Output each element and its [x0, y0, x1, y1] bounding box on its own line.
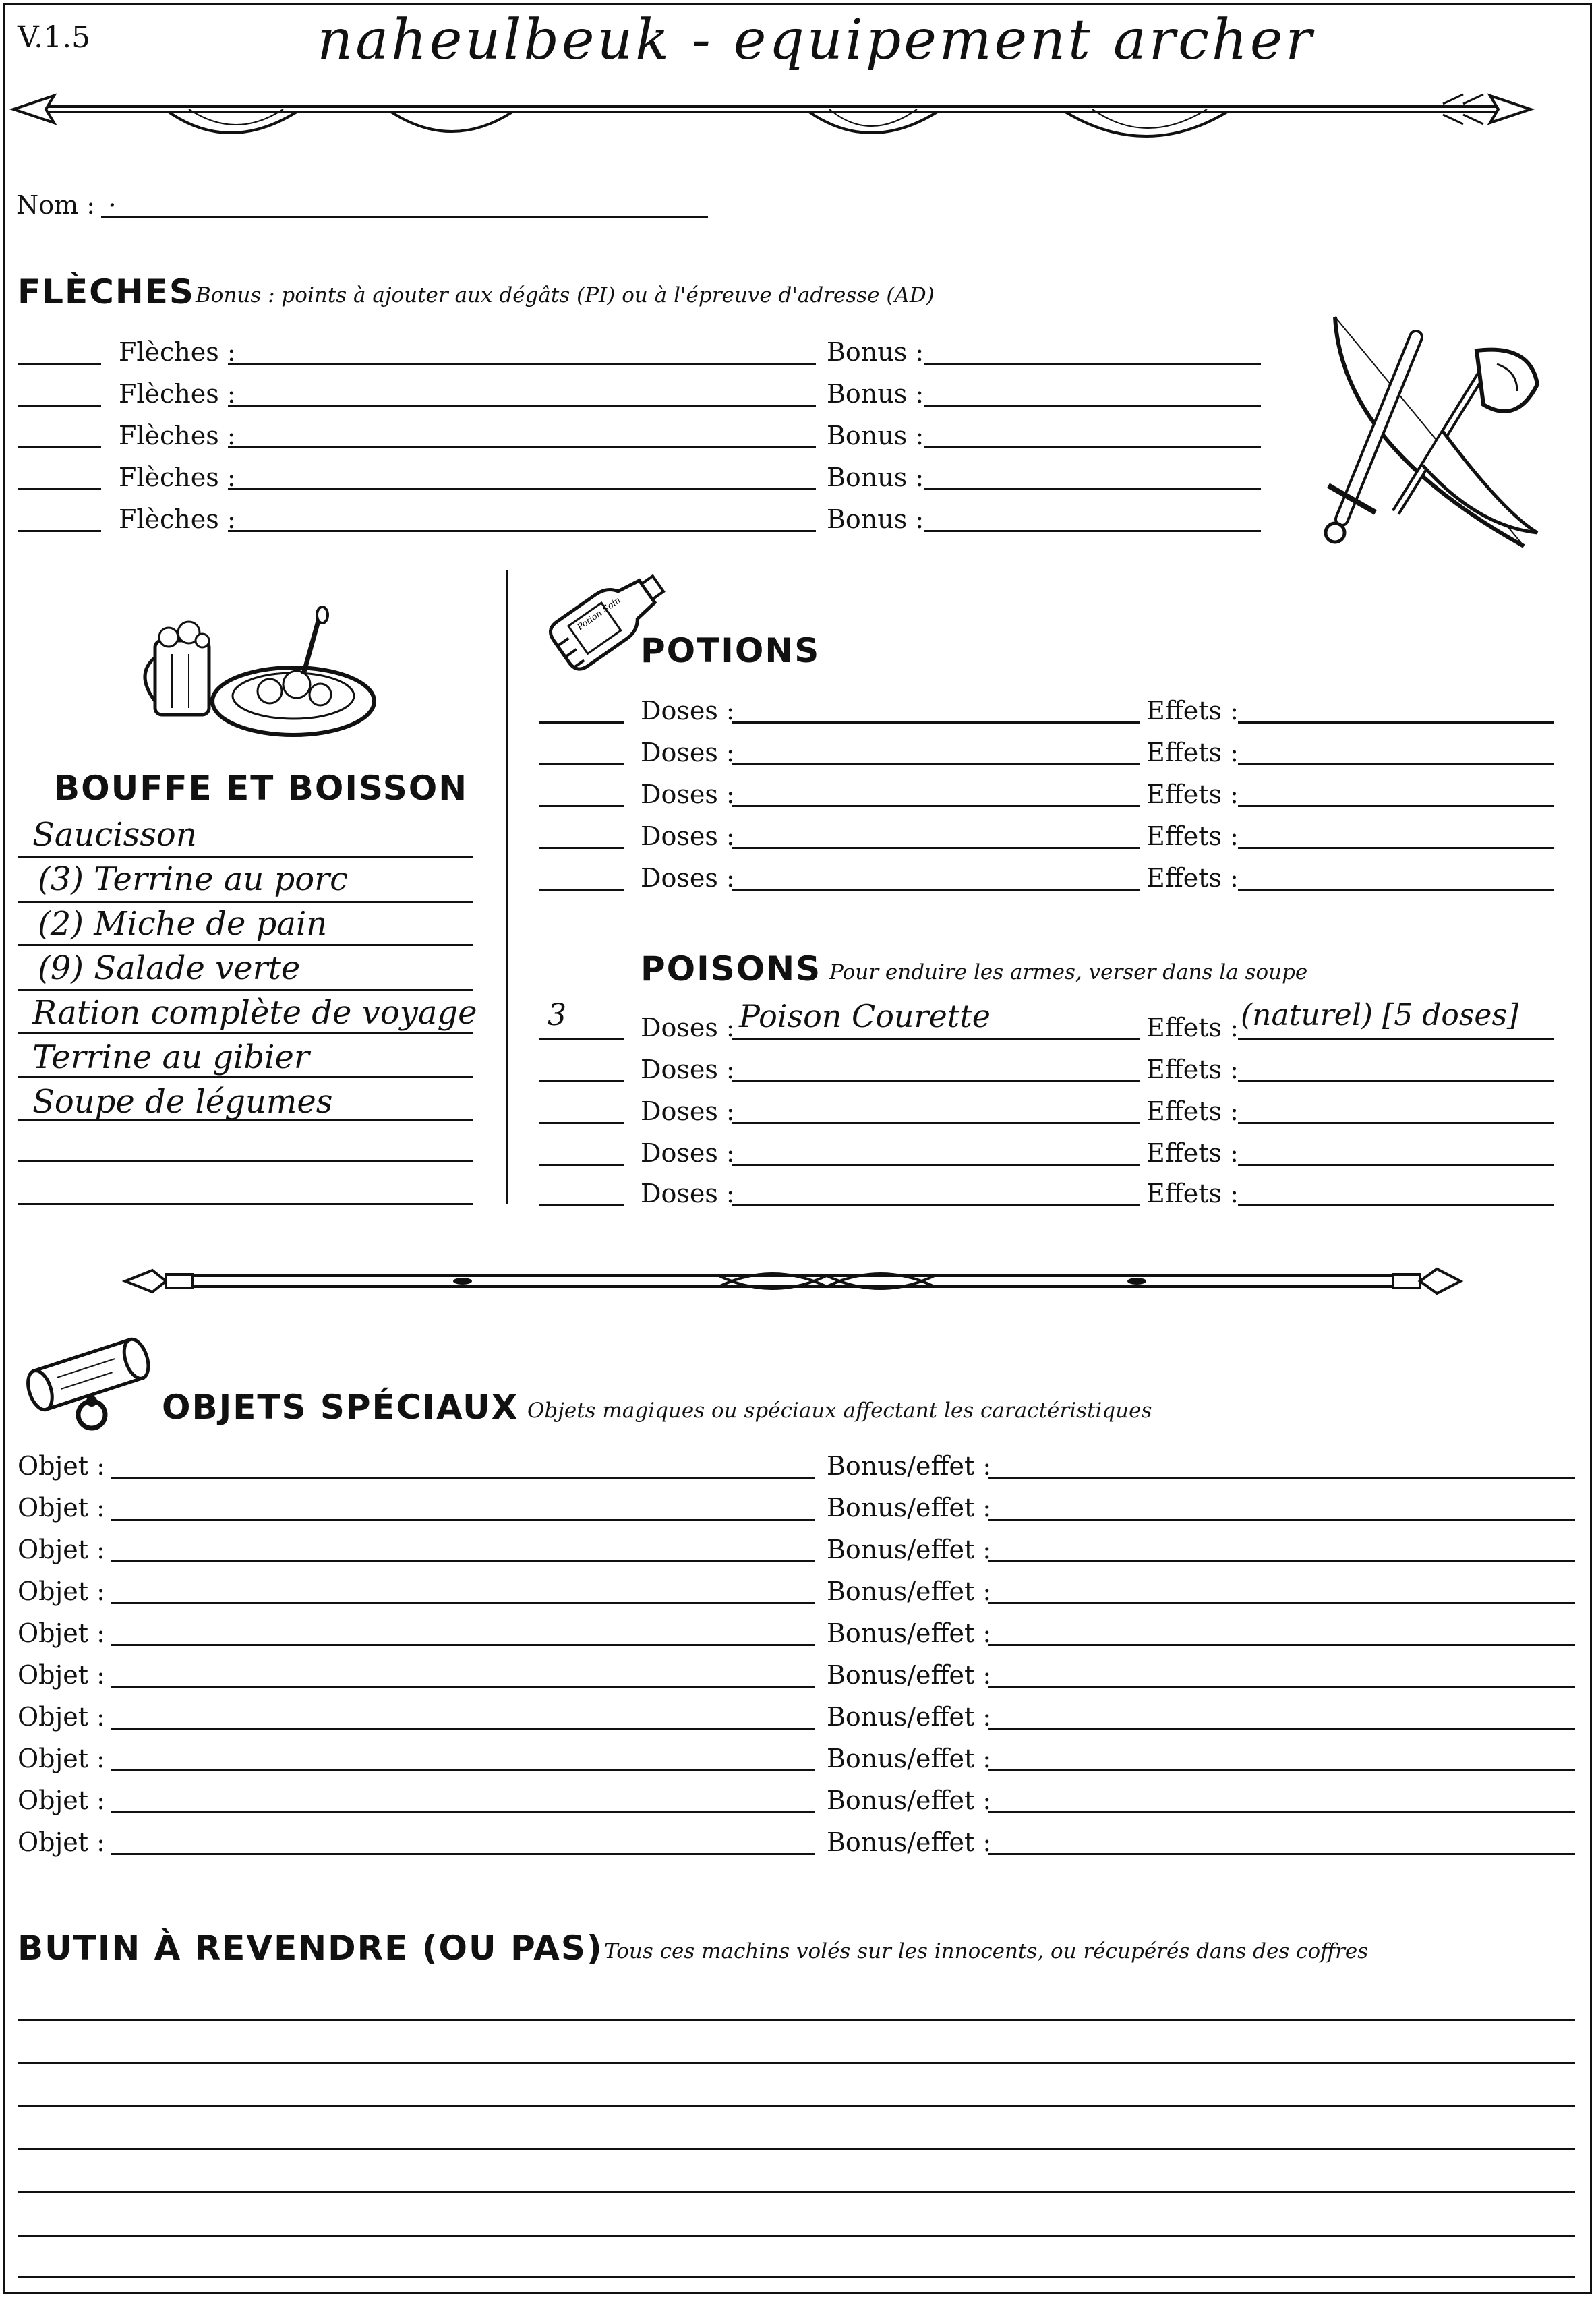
poison-doses-line[interactable] [732, 1204, 1140, 1206]
food-item-line [18, 1032, 473, 1034]
poisons-section-subtitle: Pour enduire les armes, verser dans la soupe [829, 960, 1308, 984]
potion-effects-label: Effets : [1146, 821, 1239, 851]
arrow-bonus-line[interactable] [924, 446, 1261, 448]
poison-effects-label: Effets : [1146, 1096, 1239, 1126]
potion-doses-line[interactable] [732, 805, 1140, 807]
special-item-bonus-line[interactable] [988, 1769, 1575, 1771]
special-item-bonus-line[interactable] [988, 1853, 1575, 1855]
weapons-icon [1315, 310, 1571, 553]
special-item-bonus-label: Bonus/effet : [827, 1660, 992, 1690]
food-item-text: Saucisson [32, 816, 197, 854]
poison-effects-label: Effets : [1146, 1013, 1239, 1042]
potion-qty-line[interactable] [539, 763, 624, 765]
special-item-bonus-label: Bonus/effet : [827, 1702, 992, 1732]
special-item-bonus-line[interactable] [988, 1602, 1575, 1604]
arrow-qty-line[interactable] [18, 405, 101, 407]
potions-section-title: POTIONS [641, 631, 821, 670]
loot-section-title: BUTIN À REVENDRE (OU PAS) [18, 1928, 603, 1968]
food-item-line [18, 989, 473, 991]
arrow-bonus-line[interactable] [924, 530, 1261, 532]
loot-section-subtitle: Tous ces machins volés sur les innocents, ou récupérés dans des coffres [604, 1939, 1369, 1964]
special-item-label: Objet : [18, 1535, 105, 1564]
food-item-line [18, 1119, 473, 1121]
special-item-line[interactable] [111, 1811, 815, 1813]
special-item-bonus-line[interactable] [988, 1811, 1575, 1813]
loot-line[interactable] [18, 2148, 1575, 2150]
poison-doses-label: Doses : [641, 1055, 735, 1084]
poison-qty-line[interactable] [539, 1038, 624, 1040]
special-item-line[interactable] [111, 1853, 815, 1855]
arrow-bonus-label: Bonus : [827, 463, 924, 492]
arrow-bonus-label: Bonus : [827, 421, 924, 450]
potion-effects-label: Effets : [1146, 779, 1239, 809]
special-item-line[interactable] [111, 1686, 815, 1688]
special-item-bonus-label: Bonus/effet : [827, 1786, 992, 1815]
potion-doses-line[interactable] [732, 763, 1140, 765]
food-item-text: (9) Salade verte [38, 949, 301, 987]
poison-qty-value: 3 [548, 998, 566, 1032]
arrow-label: Flèches : [119, 421, 236, 450]
poison-doses-label: Doses : [641, 1179, 735, 1208]
food-item-line [18, 1160, 473, 1162]
poison-doses-line[interactable] [732, 1038, 1140, 1040]
special-item-bonus-label: Bonus/effet : [827, 1493, 992, 1523]
poison-doses-line[interactable] [732, 1122, 1140, 1124]
food-item-line [18, 1076, 473, 1078]
potion-effects-line[interactable] [1238, 805, 1554, 807]
special-item-line[interactable] [111, 1602, 815, 1604]
arrow-bonus-line[interactable] [924, 405, 1261, 407]
loot-line[interactable] [18, 2019, 1575, 2021]
poison-doses-line[interactable] [732, 1164, 1140, 1166]
special-item-label: Objet : [18, 1827, 105, 1857]
special-item-label: Objet : [18, 1618, 105, 1648]
potion-effects-label: Effets : [1146, 696, 1239, 726]
food-item-text: Terrine au gibier [32, 1038, 309, 1076]
arrow-bonus-label: Bonus : [827, 504, 924, 534]
special-item-bonus-label: Bonus/effet : [827, 1535, 992, 1564]
potion-doses-line[interactable] [732, 847, 1140, 849]
scroll-and-ring-icon [18, 1342, 159, 1436]
loot-line[interactable] [18, 2276, 1575, 2278]
special-item-bonus-line[interactable] [988, 1686, 1575, 1688]
arrow-bonus-line[interactable] [924, 363, 1261, 365]
food-item-text: (3) Terrine au porc [38, 860, 349, 898]
special-item-label: Objet : [18, 1702, 105, 1732]
special-item-bonus-line[interactable] [988, 1477, 1575, 1479]
food-item-text: (2) Miche de pain [38, 905, 328, 943]
potion-effects-line[interactable] [1238, 763, 1554, 765]
poison-effects-line[interactable] [1238, 1038, 1554, 1040]
special-item-label: Objet : [18, 1786, 105, 1815]
potion-doses-label: Doses : [641, 738, 735, 767]
food-section-title: BOUFFE ET BOISSON [54, 769, 469, 808]
arrow-label: Flèches : [119, 504, 236, 534]
arrow-bonus-label: Bonus : [827, 337, 924, 367]
name-value[interactable]: . [108, 182, 117, 213]
arrow-name-line[interactable] [228, 446, 816, 448]
poison-doses-value: Poison Courette [739, 998, 991, 1034]
poison-qty-line[interactable] [539, 1164, 624, 1166]
special-item-bonus-label: Bonus/effet : [827, 1577, 992, 1606]
special-item-bonus-label: Bonus/effet : [827, 1618, 992, 1648]
potion-qty-line[interactable] [539, 889, 624, 891]
special-item-bonus-label: Bonus/effet : [827, 1827, 992, 1857]
arrow-label: Flèches : [119, 463, 236, 492]
potion-doses-label: Doses : [641, 696, 735, 726]
special-item-line[interactable] [111, 1644, 815, 1646]
potion-effects-line[interactable] [1238, 847, 1554, 849]
name-field-line [101, 216, 708, 218]
name-label: Nom : [16, 190, 96, 220]
special-item-label: Objet : [18, 1577, 105, 1606]
special-item-bonus-label: Bonus/effet : [827, 1744, 992, 1773]
food-item-line [18, 856, 473, 858]
arrow-bonus-label: Bonus : [827, 379, 924, 409]
column-divider [506, 570, 508, 1204]
poison-effects-line[interactable] [1238, 1122, 1554, 1124]
poison-doses-label: Doses : [641, 1013, 735, 1042]
potion-doses-label: Doses : [641, 779, 735, 809]
special-item-label: Objet : [18, 1451, 105, 1481]
staff-divider-icon [125, 1254, 1460, 1308]
potion-effects-line[interactable] [1238, 721, 1554, 724]
arrow-name-line[interactable] [228, 488, 816, 490]
food-item-text: Soupe de légumes [32, 1083, 333, 1121]
special-item-line[interactable] [111, 1728, 815, 1730]
special-item-line[interactable] [111, 1769, 815, 1771]
special-item-line[interactable] [111, 1477, 815, 1479]
arrow-bonus-line[interactable] [924, 488, 1261, 490]
arrow-qty-line[interactable] [18, 530, 101, 532]
arrow-name-line[interactable] [228, 405, 816, 407]
arrows-section-title: FLÈCHES [18, 272, 195, 312]
potion-doses-label: Doses : [641, 863, 735, 893]
special-item-bonus-line[interactable] [988, 1519, 1575, 1521]
poison-effects-label: Effets : [1146, 1138, 1239, 1168]
page-title: naheulbeuk - equipement archer [317, 8, 1315, 72]
potion-effects-label: Effets : [1146, 738, 1239, 767]
poison-effects-value: (naturel) [5 doses] [1241, 998, 1519, 1032]
arrow-label: Flèches : [119, 337, 236, 367]
loot-line[interactable] [18, 2191, 1575, 2193]
arrow-qty-line[interactable] [18, 363, 101, 365]
arrow-name-line[interactable] [228, 530, 816, 532]
special-item-bonus-line[interactable] [988, 1728, 1575, 1730]
special-item-label: Objet : [18, 1660, 105, 1690]
loot-line[interactable] [18, 2235, 1575, 2237]
arrows-section-subtitle: Bonus : points à ajouter aux dégâts (PI) ou à l'épreuve d'adresse (AD) [196, 283, 935, 307]
version-label: V.1.5 [18, 20, 91, 55]
poison-effects-line[interactable] [1238, 1204, 1554, 1206]
special-item-line[interactable] [111, 1560, 815, 1562]
special-item-line[interactable] [111, 1519, 815, 1521]
special-item-label: Objet : [18, 1744, 105, 1773]
loot-line[interactable] [18, 2105, 1575, 2107]
potion-qty-line[interactable] [539, 847, 624, 849]
poison-qty-line[interactable] [539, 1080, 624, 1082]
potion-doses-line[interactable] [732, 721, 1140, 724]
arrow-label: Flèches : [119, 379, 236, 409]
loot-line[interactable] [18, 2062, 1575, 2064]
poison-effects-label: Effets : [1146, 1055, 1239, 1084]
potion-effects-label: Effets : [1146, 863, 1239, 893]
poison-qty-line[interactable] [539, 1122, 624, 1124]
special-items-section-title: OBJETS SPÉCIAUX [162, 1388, 519, 1427]
potion-effects-line[interactable] [1238, 889, 1554, 891]
poison-effects-line[interactable] [1238, 1164, 1554, 1166]
arrow-divider-icon [13, 86, 1531, 147]
poison-effects-line[interactable] [1238, 1080, 1554, 1082]
arrow-qty-line[interactable] [18, 446, 101, 448]
arrow-name-line[interactable] [228, 363, 816, 365]
potion-doses-label: Doses : [641, 821, 735, 851]
food-and-drink-icon [135, 607, 378, 742]
special-item-bonus-label: Bonus/effet : [827, 1451, 992, 1481]
potion-bottle-label: Potion Soin [575, 595, 623, 633]
potion-qty-line[interactable] [539, 805, 624, 807]
poison-qty-line[interactable] [539, 1204, 624, 1206]
food-item-line [18, 901, 473, 903]
special-items-section-subtitle: Objets magiques ou spéciaux affectant les caractéristiques [527, 1398, 1152, 1423]
special-item-bonus-line[interactable] [988, 1560, 1575, 1562]
poisons-section-title: POISONS [641, 949, 822, 989]
food-item-text: Ration complète de voyage [32, 994, 477, 1032]
potion-qty-line[interactable] [539, 721, 624, 724]
arrow-qty-line[interactable] [18, 488, 101, 490]
food-item-line [18, 944, 473, 946]
poison-effects-label: Effets : [1146, 1179, 1239, 1208]
poison-doses-label: Doses : [641, 1096, 735, 1126]
poison-doses-label: Doses : [641, 1138, 735, 1168]
special-item-bonus-line[interactable] [988, 1644, 1575, 1646]
food-item-line [18, 1203, 473, 1205]
poison-doses-line[interactable] [732, 1080, 1140, 1082]
potion-doses-line[interactable] [732, 889, 1140, 891]
special-item-label: Objet : [18, 1493, 105, 1523]
